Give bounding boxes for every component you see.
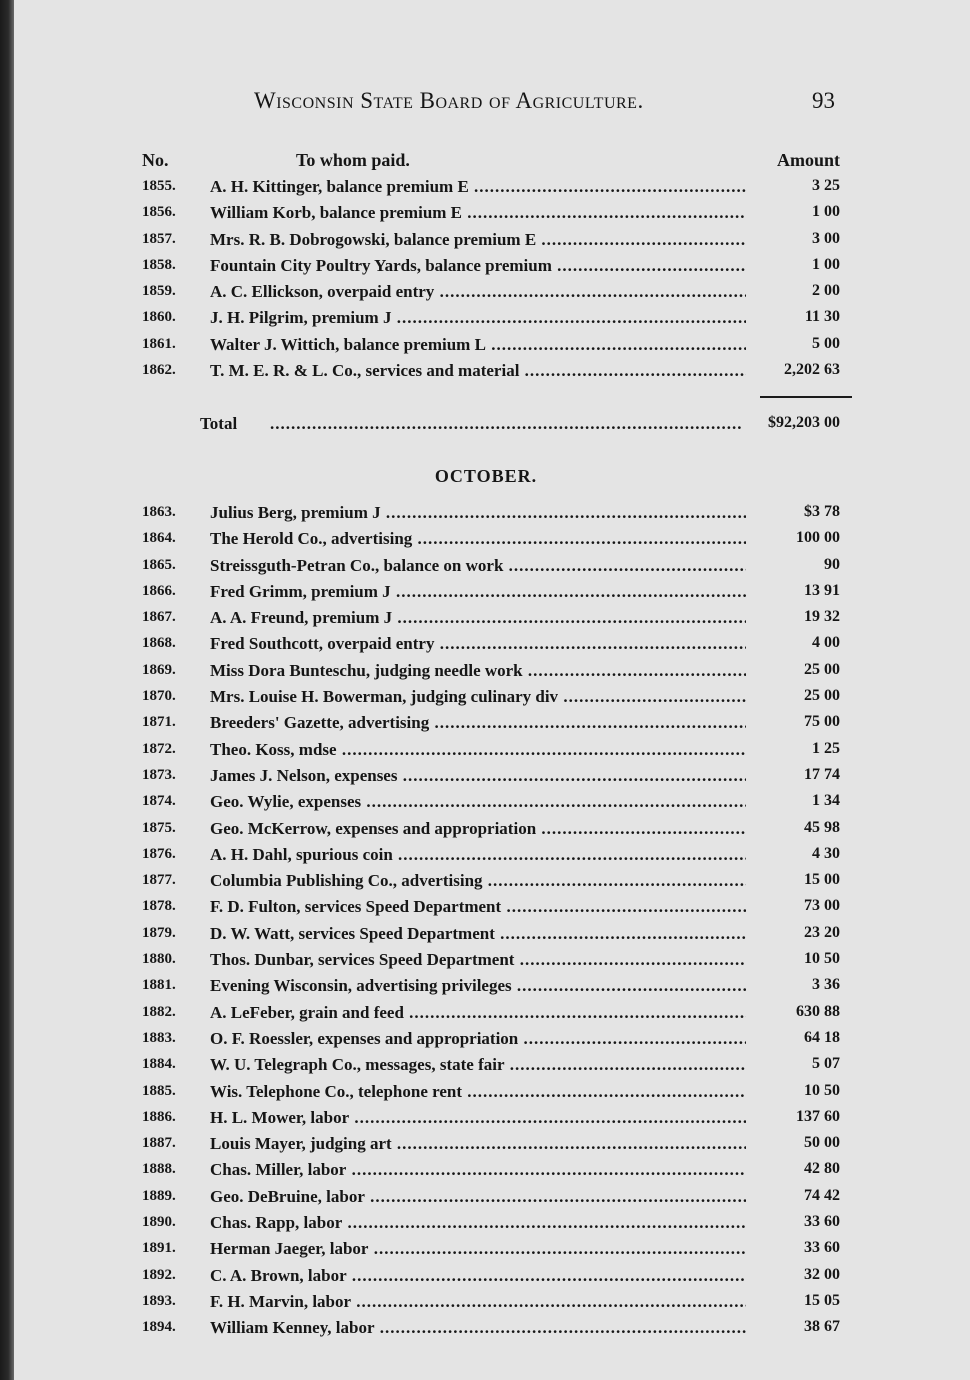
entry-amount: 17 74 <box>804 765 840 783</box>
ledger-row <box>14 1237 970 1263</box>
entry-payee: Louis Mayer, judging art ..... <box>210 1134 746 1154</box>
ledger-row <box>14 895 970 921</box>
entry-amount: 75 00 <box>804 713 840 731</box>
entry-number: 1894. <box>142 1319 176 1336</box>
entry-amount: 630 88 <box>796 1002 840 1020</box>
entry-payee: The Herold Co., advertising ..... <box>210 529 746 549</box>
ledger-row <box>14 711 970 737</box>
entry-amount: 1 00 <box>812 255 840 273</box>
entry-number: 1879. <box>142 924 176 941</box>
entry-payee: C. A. Brown, labor ..... <box>210 1266 746 1286</box>
entry-amount: 45 98 <box>804 818 840 836</box>
total-row <box>14 412 970 438</box>
entry-amount: $3 78 <box>804 503 840 520</box>
entry-number: 1862. <box>142 362 176 379</box>
entry-payee: Miss Dora Bunteschu, judging needle work ..... <box>210 661 746 681</box>
entry-number: 1883. <box>142 1029 176 1046</box>
ledger-row <box>14 527 970 553</box>
entry-number: 1868. <box>142 635 176 652</box>
entry-payee: Herman Jaeger, labor ..... <box>210 1239 746 1259</box>
ledger-row <box>14 632 970 658</box>
entry-payee: Walter J. Wittich, balance premium L ..... <box>210 335 746 355</box>
entry-number: 1855. <box>142 178 176 194</box>
entry-number: 1877. <box>142 872 176 889</box>
entry-payee: A. C. Ellickson, overpaid entry ..... <box>210 282 746 302</box>
entry-payee: Chas. Rapp, labor ..... <box>210 1213 746 1233</box>
entry-payee: Geo. Wylie, expenses ..... <box>210 792 746 812</box>
ledger-row <box>14 817 970 843</box>
entry-number: 1891. <box>142 1240 176 1257</box>
ledger-row <box>14 685 970 711</box>
entry-payee: Wis. Telephone Co., telephone rent ..... <box>210 1082 746 1102</box>
entry-amount: 1 34 <box>812 792 840 810</box>
ledger-row <box>14 1080 970 1106</box>
entry-number: 1857. <box>142 230 176 247</box>
entry-payee: Geo. DeBruine, labor ..... <box>210 1187 746 1207</box>
ledger-row <box>14 306 970 332</box>
entry-amount: 10 50 <box>804 1081 840 1099</box>
entry-number: 1890. <box>142 1214 176 1231</box>
entry-amount: 33 60 <box>804 1239 840 1257</box>
entry-amount: 23 20 <box>804 923 840 941</box>
entry-payee: Fred Grimm, premium J ..... <box>210 582 746 602</box>
entry-number: 1882. <box>142 1003 176 1020</box>
page-title: Wisconsin State Board of Agriculture. <box>254 88 644 113</box>
entry-amount: 25 00 <box>804 660 840 678</box>
entry-payee: Fred Southcott, overpaid entry ..... <box>210 634 746 654</box>
entry-number: 1858. <box>142 256 176 273</box>
entry-number: 1861. <box>142 335 176 352</box>
column-headers <box>14 150 970 174</box>
entry-number: 1867. <box>142 609 176 626</box>
ledger-row <box>14 201 970 227</box>
ledger-row <box>14 280 970 306</box>
entry-payee: Fountain City Poultry Yards, balance premium ..... <box>210 256 746 276</box>
entry-payee: H. L. Mower, labor ..... <box>210 1108 746 1128</box>
entry-payee: Thos. Dunbar, services Speed Department ..... <box>210 950 746 970</box>
entry-amount: 11 30 <box>804 308 840 326</box>
entry-number: 1876. <box>142 845 176 862</box>
entry-payee: W. U. Telegraph Co., messages, state fair ..... <box>210 1055 746 1075</box>
ledger-row <box>14 359 970 385</box>
ledger-row <box>14 1053 970 1079</box>
total-amount: $92,203 00 <box>768 414 840 431</box>
ledger-row <box>14 659 970 685</box>
column-header-payee: To whom paid. <box>296 150 410 170</box>
entry-amount: 13 91 <box>804 581 840 599</box>
entry-amount: 15 00 <box>804 871 840 889</box>
ledger-row <box>14 501 970 527</box>
entry-amount: 90 <box>824 555 840 573</box>
entry-amount: 100 00 <box>796 529 840 547</box>
entry-amount: 5 00 <box>812 334 840 352</box>
ledger-row <box>14 948 970 974</box>
ledger-row <box>14 606 970 632</box>
entry-payee: Mrs. Louise H. Bowerman, judging culinary div ..... <box>210 687 746 707</box>
ledger-row <box>14 175 970 201</box>
entry-payee: Theo. Koss, mdse ..... <box>210 740 746 760</box>
entry-payee: Streissguth-Petran Co., balance on work ..... <box>210 556 746 576</box>
entry-number: 1863. <box>142 504 176 520</box>
entry-number: 1873. <box>142 766 176 783</box>
ledger-row <box>14 790 970 816</box>
ledger-page <box>14 0 970 1380</box>
entry-number: 1880. <box>142 951 176 968</box>
entry-amount: 50 00 <box>804 1134 840 1152</box>
ledger-row <box>14 1290 970 1316</box>
ledger-row <box>14 869 970 895</box>
entry-number: 1870. <box>142 688 176 705</box>
entry-amount: 1 25 <box>812 739 840 757</box>
entry-amount: 33 60 <box>804 1213 840 1231</box>
entry-payee: William Korb, balance premium E ..... <box>210 203 746 223</box>
entry-payee: William Kenney, labor ..... <box>210 1318 746 1338</box>
entry-number: 1866. <box>142 582 176 599</box>
entry-number: 1871. <box>142 714 176 731</box>
entry-payee: O. F. Roessler, expenses and appropriation ..... <box>210 1029 746 1049</box>
entry-amount: 64 18 <box>804 1028 840 1046</box>
entry-payee: Julius Berg, premium J ..... <box>210 503 746 523</box>
entry-number: 1889. <box>142 1187 176 1204</box>
entry-payee: A. H. Dahl, spurious coin ..... <box>210 845 746 865</box>
entry-number: 1888. <box>142 1161 176 1178</box>
entry-amount: 2 00 <box>812 282 840 300</box>
entry-number: 1865. <box>142 556 176 573</box>
entry-payee: A. A. Freund, premium J ..... <box>210 608 746 628</box>
entry-amount: 73 00 <box>804 897 840 915</box>
entry-amount: 38 67 <box>804 1318 840 1336</box>
ledger-row <box>14 764 970 790</box>
entry-number: 1874. <box>142 793 176 810</box>
entry-payee: F. D. Fulton, services Speed Department ..... <box>210 897 746 917</box>
entry-amount: 19 32 <box>804 608 840 626</box>
entry-number: 1875. <box>142 819 176 836</box>
total-rule <box>760 396 852 398</box>
ledger-row <box>14 1316 970 1342</box>
section-heading-october <box>14 466 970 487</box>
section-title: OCTOBER. <box>434 466 538 486</box>
ledger-row <box>14 580 970 606</box>
column-header-amount: Amount <box>776 150 840 170</box>
entry-number: 1881. <box>142 977 176 994</box>
ledger-row <box>14 554 970 580</box>
entry-number: 1885. <box>142 1082 176 1099</box>
ledger-row <box>14 1211 970 1237</box>
entry-amount: 42 80 <box>804 1160 840 1178</box>
entry-amount: 1 00 <box>812 203 840 221</box>
ledger-row <box>14 974 970 1000</box>
ledger-row <box>14 1132 970 1158</box>
entry-number: 1856. <box>142 204 176 221</box>
ledger-row <box>14 738 970 764</box>
page-number: 93 <box>812 88 835 113</box>
ledger-row <box>14 843 970 869</box>
entry-number: 1884. <box>142 1056 176 1073</box>
entry-amount: 4 00 <box>812 634 840 652</box>
entry-amount: 15 05 <box>804 1291 840 1309</box>
entry-amount: 5 07 <box>812 1055 840 1073</box>
entry-number: 1860. <box>142 309 176 326</box>
running-head <box>14 88 970 124</box>
column-header-no: No. <box>142 150 169 170</box>
entry-amount: 3 36 <box>812 976 840 994</box>
entry-amount: 32 00 <box>804 1265 840 1283</box>
entry-payee: A. H. Kittinger, balance premium E ..... <box>210 177 746 197</box>
ledger-row <box>14 1027 970 1053</box>
ledger-entries-first <box>14 175 970 385</box>
ledger-row <box>14 1106 970 1132</box>
entry-number: 1872. <box>142 740 176 757</box>
entry-payee: Evening Wisconsin, advertising privileges ..... <box>210 976 746 996</box>
ledger-row <box>14 1185 970 1211</box>
entry-amount: 10 50 <box>804 950 840 968</box>
entry-payee: Geo. McKerrow, expenses and appropriation ..... <box>210 819 746 839</box>
entry-payee: A. LeFeber, grain and feed ..... <box>210 1003 746 1023</box>
entry-number: 1864. <box>142 530 176 547</box>
entry-payee: Columbia Publishing Co., advertising ..... <box>210 871 746 891</box>
total-leader-dots <box>270 414 742 434</box>
entry-number: 1886. <box>142 1108 176 1125</box>
ledger-entries-october <box>14 501 970 1343</box>
ledger-row <box>14 1264 970 1290</box>
entry-payee: Mrs. R. B. Dobrogowski, balance premium E ..... <box>210 230 746 250</box>
ledger-row <box>14 254 970 280</box>
ledger-row <box>14 1001 970 1027</box>
entry-payee: F. H. Marvin, labor ..... <box>210 1292 746 1312</box>
entry-payee: Breeders' Gazette, advertising ..... <box>210 713 746 733</box>
entry-amount: 4 30 <box>812 844 840 862</box>
entry-number: 1878. <box>142 898 176 915</box>
entry-payee: J. H. Pilgrim, premium J ..... <box>210 308 746 328</box>
entry-amount: 2,202 63 <box>784 361 840 379</box>
entry-payee: D. W. Watt, services Speed Department ..... <box>210 924 746 944</box>
entry-amount: 25 00 <box>804 687 840 705</box>
total-label: Total <box>200 414 238 433</box>
entry-amount: 137 60 <box>796 1107 840 1125</box>
entry-number: 1887. <box>142 1135 176 1152</box>
entry-number: 1869. <box>142 661 176 678</box>
entry-payee: Chas. Miller, labor ..... <box>210 1160 746 1180</box>
entry-amount: 74 42 <box>804 1186 840 1204</box>
entry-payee: James J. Nelson, expenses ..... <box>210 766 746 786</box>
entry-number: 1859. <box>142 283 176 300</box>
entry-number: 1892. <box>142 1266 176 1283</box>
entry-amount: 3 00 <box>812 229 840 247</box>
ledger-row <box>14 922 970 948</box>
entry-payee: T. M. E. R. & L. Co., services and material ..... <box>210 361 746 381</box>
ledger-row <box>14 1158 970 1184</box>
ledger-row <box>14 333 970 359</box>
entry-number: 1893. <box>142 1292 176 1309</box>
ledger-row <box>14 228 970 254</box>
entry-amount: 3 25 <box>812 177 840 194</box>
book-binding-edge <box>0 0 14 1380</box>
